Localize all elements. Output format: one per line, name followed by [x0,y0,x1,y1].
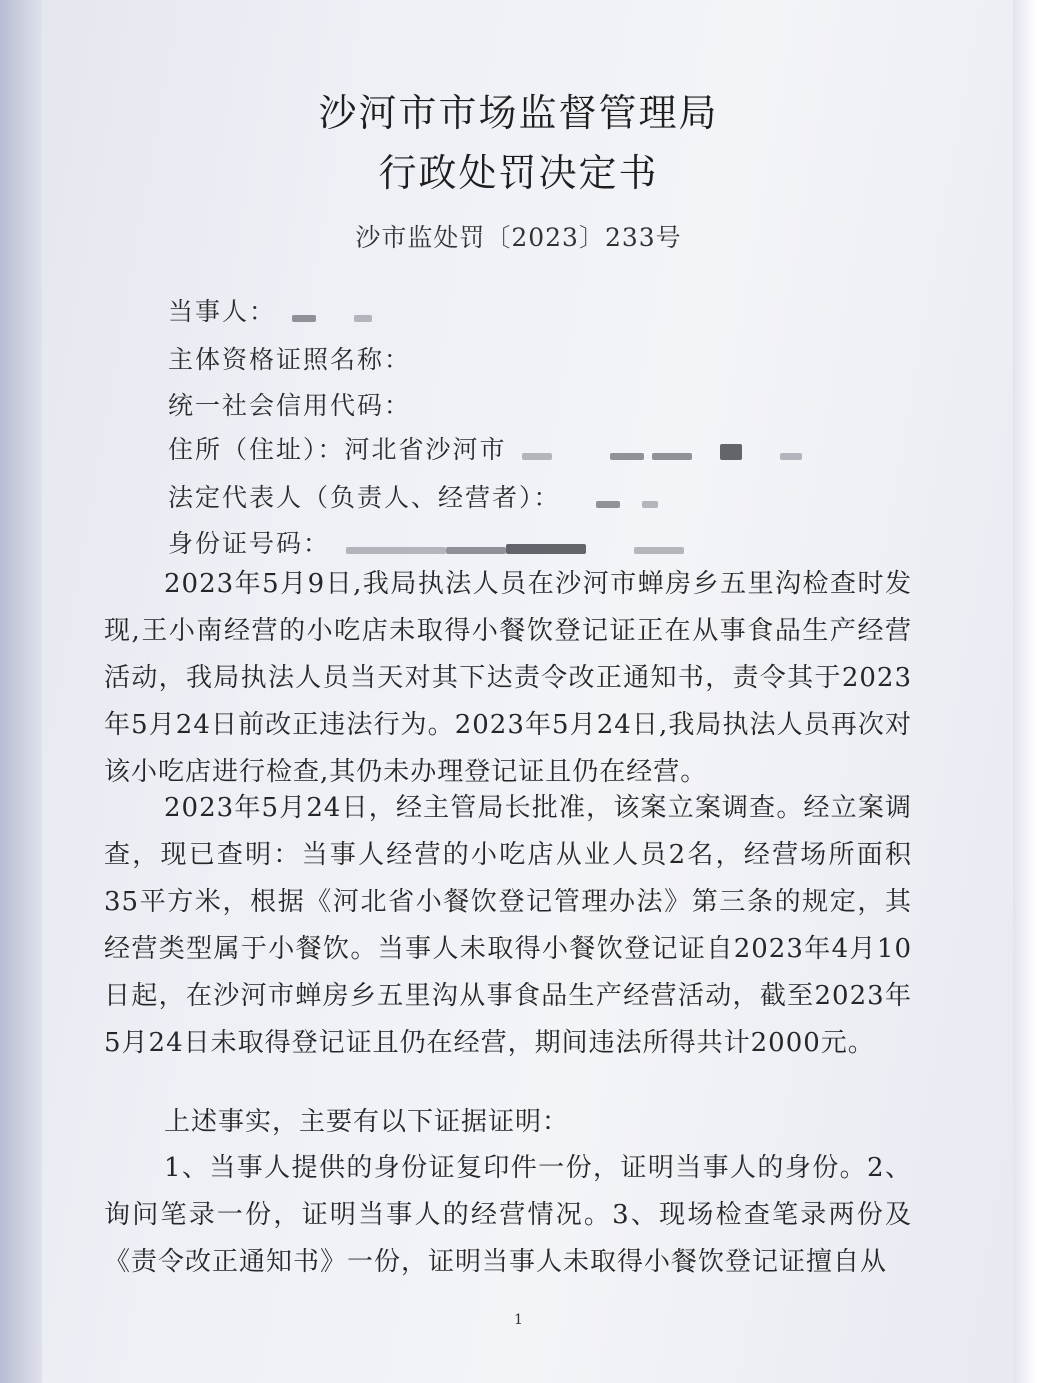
redaction-block [292,299,380,328]
paragraph-3 [104,1099,912,1146]
legal-representative-field [168,478,666,514]
paragraph-4 [104,1145,912,1286]
legal-representative-label: 法定代表人（负责人、经营者）： [168,483,561,512]
address-label: 住所（住址）：河北省沙河市 [168,435,507,464]
license-name-label: 主体资格证照名称： [168,345,412,374]
address-field [168,430,810,466]
redaction-block [346,531,692,560]
redaction-block [576,485,666,514]
credit-code-label: 统一社会信用代码： [168,391,412,420]
paragraph-3-text: 上述事实，主要有以下证据证明： [164,1107,570,1137]
paragraph-2 [104,785,912,1067]
agency-title: 沙河市市场监督管理局 [318,91,719,135]
redaction-block [522,437,810,466]
credit-code-field [168,386,411,422]
document-number: 沙市监处罚〔2023〕233号 [355,223,682,252]
party-label: 当事人： [168,297,277,326]
party-field [168,292,380,328]
id-number-label: 身份证号码： [168,529,331,558]
paragraph-1 [104,561,912,796]
license-name-field [168,340,411,376]
paragraph-1-text: 2023年5月9日,我局执法人员在沙河市蝉房乡五里沟检查时发现,王小南经营的小吃店未取得小餐饮登记证正在从事食品生产经营活动，我局执法人员当天对其下达责令改正通知书，责令其于2023年5月24日前改正违法行为。2023年5月24日,我局执法人员再次对该小吃店进行检查,其仍未办理登记证且仍在经营。 [104,569,912,787]
paragraph-4-text: 1、当事人提供的身份证复印件一份，证明当事人的身份。2、询问笔录一份，证明当事人的经营情况。3、现场检查笔录两份及《责令改正通知书》一份，证明当事人未取得小餐饮登记证擅自从 [104,1153,912,1277]
paragraph-2-text: 2023年5月24日，经主管局长批准，该案立案调查。经立案调查，现已查明：当事人经营的小吃店从业人员2名，经营场所面积35平方米，根据《河北省小餐饮登记管理办法》第三条的规定，其经营类型属于小餐饮。当事人未取得小餐饮登记证自2023年4月10日起，在沙河市蝉房乡五里沟从事食品生产经营活动，截至2023年5月24日未取得登记证且仍在经营，期间违法所得共计2000元。 [104,793,912,1058]
id-number-field [168,524,692,560]
page-number: 1 [514,1312,523,1328]
document-type-title: 行政处罚决定书 [378,151,659,195]
